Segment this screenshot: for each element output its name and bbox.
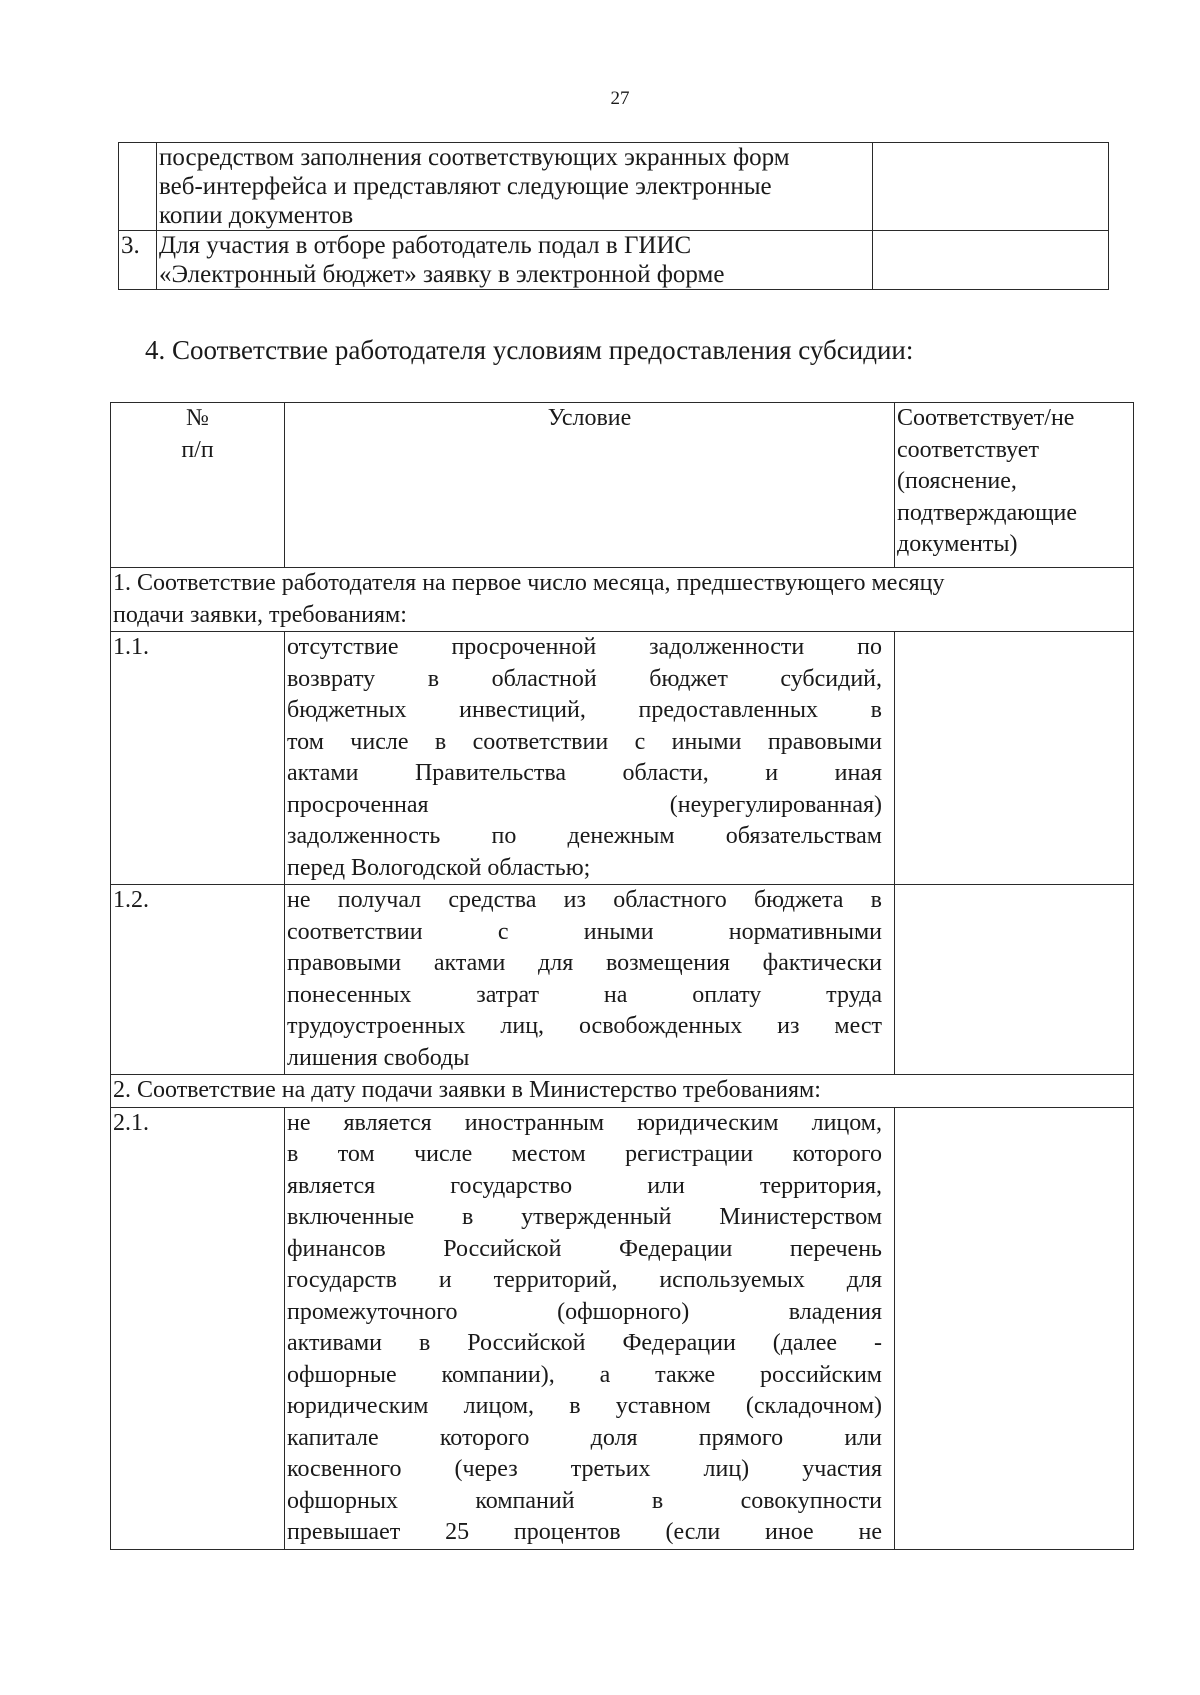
text-line: посредством заполнения соответствующих экранных форм	[159, 144, 790, 171]
row-text	[157, 231, 873, 290]
conditions-table	[110, 402, 1134, 1550]
table-row	[111, 632, 1134, 885]
row-number: 3.	[119, 231, 157, 290]
row-result-cell	[873, 143, 1109, 231]
condition-text: не получал средства из областного бюджета в соответствии с иными нормативными правовыми актами для возмещения фактически понесенных затрат на оплату труда трудоустроенных лиц, освобожденных из мест лишения свободы	[285, 885, 895, 1075]
text-line: веб-интерфейса и представляют следующие электронные	[159, 173, 772, 200]
row-result-cell	[873, 231, 1109, 290]
section-heading: 4. Соответствие работодателя условиям предоставления субсидии:	[145, 335, 914, 365]
row-text	[157, 143, 873, 231]
header-condition: Условие	[285, 403, 895, 568]
condition-text: не является иностранным юридическим лицом, в том числе местом регистрации которого является государство или территория, включенные в утвержденный Министерством финансов Российской Федерации перечень государств и территорий, используемых для промежуточного (офшорного) владения активами в Российской Федерации (далее - офшорные компании), а также российским юридическим лицом, в уставном (складочном) капитале которого доля прямого или косвенного (через третьих лиц) участия офшорных компаний в совокупности превышает 25 процентов (если иное не	[285, 1107, 895, 1549]
section-2-title: 2. Соответствие на дату подачи заявки в Министерство требованиям:	[111, 1075, 1134, 1108]
text-line: Для участия в отборе работодатель подал в ГИИС	[159, 232, 692, 259]
row-result-cell	[895, 1107, 1134, 1549]
section-1-title: 1. Соответствие работодателя на первое число месяца, предшествующего месяцу подачи заявки, требованиям:	[111, 568, 1134, 632]
text-line: «Электронный бюджет» заявку в электронной форме	[159, 261, 725, 288]
header-result: Соответствует/не соответствует (пояснение, подтверждающие документы)	[895, 403, 1134, 568]
text-line: копии документов	[159, 202, 354, 229]
table-row	[119, 143, 1109, 231]
row-result-cell	[895, 885, 1134, 1075]
table-row	[119, 231, 1109, 290]
row-number	[119, 143, 157, 231]
table-header-row	[111, 403, 1134, 568]
table-row	[111, 1107, 1134, 1549]
row-result-cell	[895, 632, 1134, 885]
section-row	[111, 568, 1134, 632]
header-number: № п/п	[111, 403, 285, 568]
row-number: 2.1.	[111, 1107, 285, 1549]
page-number: 27	[610, 88, 630, 109]
application-table-continuation	[118, 142, 1109, 290]
row-number: 1.2.	[111, 885, 285, 1075]
section-row	[111, 1075, 1134, 1108]
row-number: 1.1.	[111, 632, 285, 885]
table-row	[111, 885, 1134, 1075]
condition-text: отсутствие просроченной задолженности по возврату в областной бюджет субсидий, бюджетных инвестиций, предоставленных в том числе в соответствии с иными правовыми актами Правительства области, и иная просроченная (неурегулированная) задолженность по денежным обязательствам перед Вологодской областью;	[285, 632, 895, 885]
